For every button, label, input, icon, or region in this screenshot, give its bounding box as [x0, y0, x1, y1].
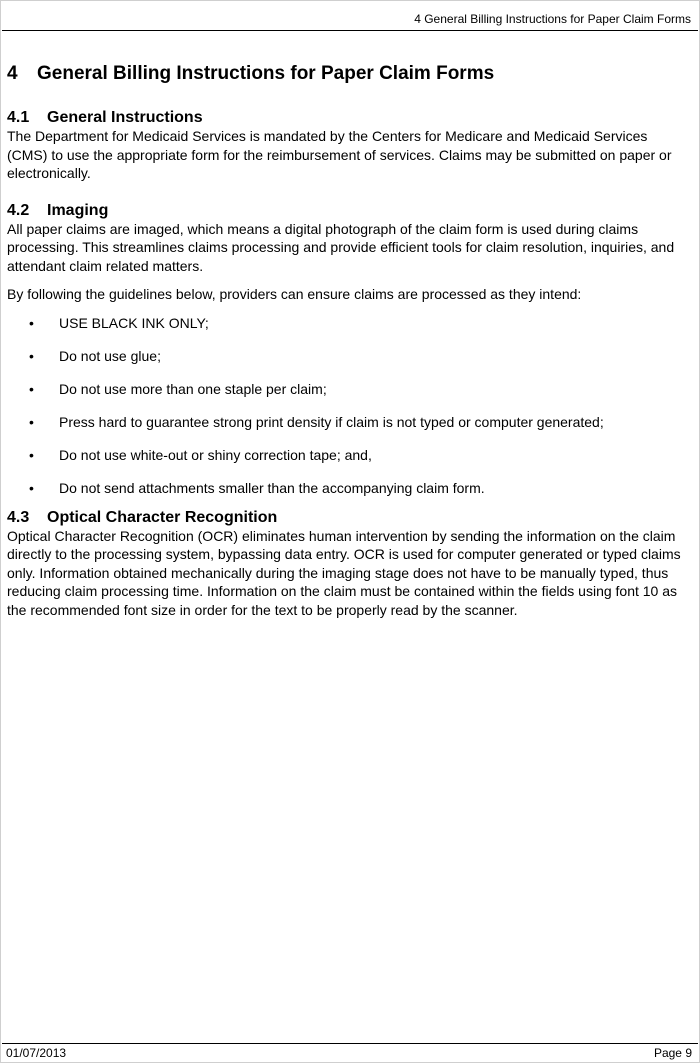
list-item — [7, 413, 687, 431]
list-item — [7, 479, 687, 497]
imaging-paragraph: All paper claims are imaged, which means a digital photograph of the claim form is used during claims processing. This streamlines claims processing and provide efficient tools for claim resolution, inquiries, and attendant claim related matters. — [7, 220, 675, 274]
list-item — [7, 314, 687, 332]
list-item-text: USE BLACK INK ONLY; — [59, 314, 209, 331]
imaging-guidelines-list — [7, 314, 687, 497]
list-item — [7, 347, 687, 365]
header-rule — [2, 30, 698, 31]
bullet-icon: • — [29, 314, 34, 331]
section-title-text: Imaging — [47, 201, 109, 219]
chapter-title-text: General Billing Instructions for Paper Claim Forms — [37, 63, 495, 84]
list-item-text: Press hard to guarantee strong print density if claim is not typed or computer generated; — [59, 413, 604, 430]
section-title-text: Optical Character Recognition — [47, 508, 278, 526]
list-item-text: Do not send attachments smaller than the accompanying claim form. — [59, 479, 485, 496]
list-item-text: Do not use more than one staple per claim; — [59, 380, 327, 397]
bullet-icon: • — [29, 413, 34, 430]
document-body — [7, 62, 687, 619]
section-number: 4.1 — [7, 109, 30, 126]
section-heading-imaging — [7, 202, 687, 220]
section-title-text: General Instructions — [47, 109, 203, 126]
section-heading-general-instructions — [7, 109, 687, 127]
section-number: 4.3 — [7, 508, 30, 526]
list-item-text: Do not use white-out or shiny correction tape; and, — [59, 446, 372, 463]
bullet-icon: • — [29, 380, 34, 397]
footer-date: 01/07/2013 — [6, 1046, 67, 1060]
chapter-title — [7, 62, 687, 86]
chapter-number: 4 — [7, 63, 18, 84]
general-instructions-paragraph: The Department for Medicaid Services is mandated by the Centers for Medicare and Medicaid Services (CMS) to use the appropriate form for the reimbursement of services. Claims may be submitted on paper or electronically. — [7, 128, 672, 181]
bullet-icon: • — [29, 479, 34, 496]
section-heading-optical-character-recognition — [7, 509, 687, 527]
section-number: 4.2 — [7, 201, 30, 219]
bullet-icon: • — [29, 347, 34, 364]
ocr-paragraph: Optical Character Recognition (OCR) eliminates human intervention by sending the information on the claim directly to the processing system, bypassing data entry. OCR is used for computer generated or typed claims only. Information obtained mechanically during the imaging stage does not have to be manually typed, thus reducing claim processing time. Information on the claim must be contained within the fields using font 10 as the recommended font size in order for the text to be properly read by the scanner. — [7, 527, 681, 618]
bullet-icon: • — [29, 446, 34, 463]
page-number: Page 9 — [653, 1046, 692, 1060]
list-item — [7, 380, 687, 398]
footer-rule — [2, 1043, 698, 1044]
list-item — [7, 446, 687, 464]
list-item-text: Do not use glue; — [59, 347, 161, 364]
running-header: 4 General Billing Instructions for Paper Claim Forms — [414, 12, 691, 26]
guidelines-intro-paragraph: By following the guidelines below, providers can ensure claims are processed as they intend: — [7, 286, 582, 302]
